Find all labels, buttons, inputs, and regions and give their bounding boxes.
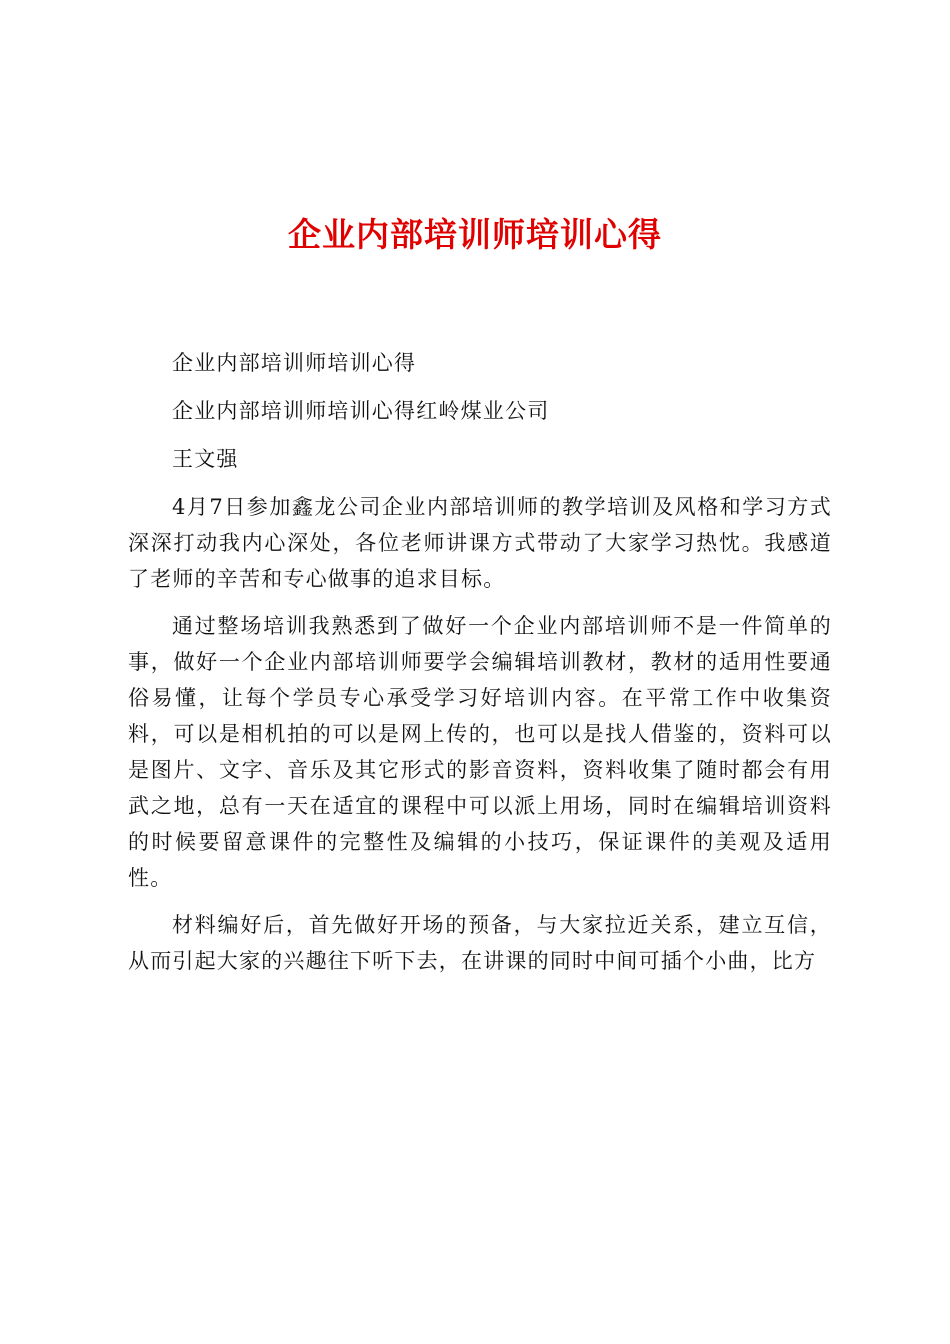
paragraph-body-1: 4月7日参加鑫龙公司企业内部培训师的教学培训及风格和学习方式深深打动我内心深处，各位老师讲课方式带动了大家学习热忱。我感道了老师的辛苦和专心做事的追求目标。: [128, 495, 832, 591]
paragraph-body-3: 材料编好后，首先做好开场的预备，与大家拉近关系，建立互信，从而引起大家的兴趣往下听下去，在讲课的同时中间可插个小曲，比方: [128, 913, 832, 973]
paragraph-body-2: 通过整场培训我熟悉到了做好一个企业内部培训师不是一件简单的事，做好一个企业内部培训师要学会编辑培训教材，教材的适用性要通俗易懂，让每个学员专心承受学习好培训内容。在平常工作中收集资料，可以是相机拍的可以是网上传的，也可以是找人借鉴的，资料可以是图片、文字、音乐及其它形式的影音资料，资料收集了随时都会有用武之地，总有一天在适宜的课程中可以派上用场，同时在编辑培训资料的时候要留意课件的完整性及编辑的小技巧，保证课件的美观及适用性。: [128, 614, 832, 890]
paragraph-subheading: 企业内部培训师培训心得红岭煤业公司: [172, 399, 550, 423]
document-title: 企业内部培训师培训心得: [288, 215, 662, 254]
paragraph-heading: 企业内部培训师培训心得: [172, 351, 417, 375]
paragraph-author: 王文强: [172, 447, 239, 471]
document-body: [128, 345, 832, 990]
